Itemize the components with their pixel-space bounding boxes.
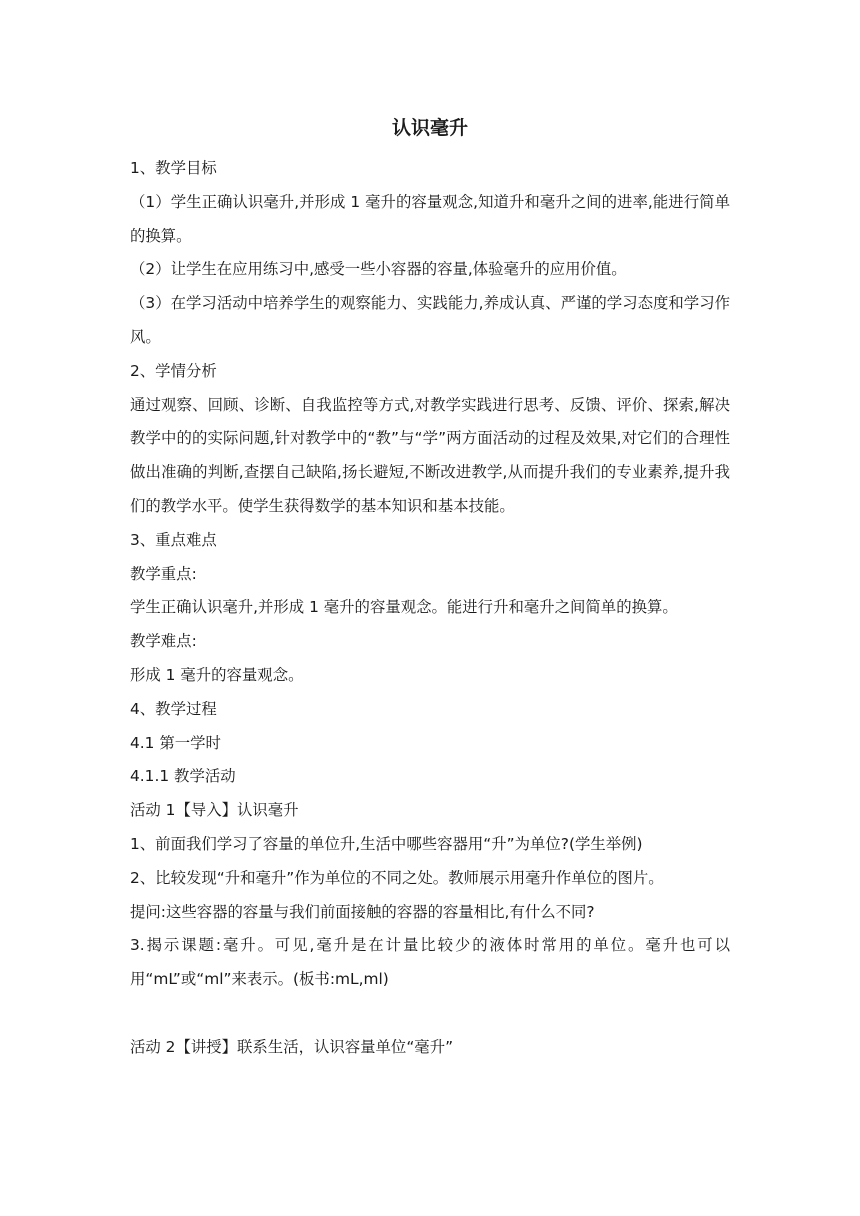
objective-2: （2）让学生在应用练习中,感受一些小容器的容量,体验毫升的应用价值。 bbox=[130, 260, 627, 279]
learning-analysis-text: 通过观察、回顾、诊断、自我监控等方式,对教学实践进行思考、反馈、评价、探索,解决教学中的的实际问题,针对教学中的“教”与“学”两方面活动的过程及效果,对它们的合理性做出准确的判断,查摆自己缺陷,扬长避短,不断改进教学,从而提升我们的专业素养,提升我们的教学水平。使学生获得数学的基本知识和基本技能。 bbox=[130, 395, 730, 515]
activity-1-step-1: 1、前面我们学习了容量的单位升,生活中哪些容器用“升”为单位?(学生举例) bbox=[130, 834, 643, 853]
objective-3: （3）在学习活动中培养学生的观察能力、实践能力,养成认真、严谨的学习态度和学习作风。 bbox=[130, 294, 730, 346]
objective-1: （1）学生正确认识毫升,并形成 1 毫升的容量观念,知道升和毫升之间的进率,能进行简单的换算。 bbox=[130, 192, 730, 245]
activity-1-step-3: 3.揭示课题:毫升。可见,毫升是在计量比较少的液体时常用的单位。毫升也可以用“mL”或“ml”来表示。(板书:mL,ml) bbox=[130, 936, 730, 989]
heading-teaching-objectives: 1、教学目标 bbox=[130, 159, 217, 177]
difficulty-text: 形成 1 毫升的容量观念。 bbox=[130, 665, 304, 684]
document-title: 认识毫升 bbox=[391, 117, 468, 139]
heading-learning-analysis: 2、学情分析 bbox=[130, 361, 217, 380]
difficulty-label: 教学难点: bbox=[130, 632, 197, 651]
activity-2-heading: 活动 2【讲授】联系生活，认识容量单位“毫升” bbox=[130, 1037, 454, 1056]
activity-1-question: 提问:这些容器的容量与我们前面接触的容器的容量相比,有什么不同? bbox=[130, 902, 595, 921]
blank-line bbox=[130, 997, 730, 1031]
heading-teaching-process: 4、教学过程 bbox=[130, 699, 217, 718]
activity-1-step-2: 2、比较发现“升和毫升”作为单位的不同之处。教师展示用毫升作单位的图片。 bbox=[130, 868, 664, 887]
document-body bbox=[130, 152, 730, 1065]
key-point-text: 学生正确认识毫升,并形成 1 毫升的容量观念。能进行升和毫升之间简单的换算。 bbox=[130, 598, 678, 617]
section-first-lesson: 4.1 第一学时 bbox=[130, 733, 221, 752]
heading-key-points: 3、重点难点 bbox=[130, 530, 217, 549]
activity-1-heading: 活动 1【导入】认识毫升 bbox=[130, 801, 299, 820]
key-point-label: 教学重点: bbox=[130, 564, 197, 583]
section-teaching-activities: 4.1.1 教学活动 bbox=[130, 767, 236, 786]
